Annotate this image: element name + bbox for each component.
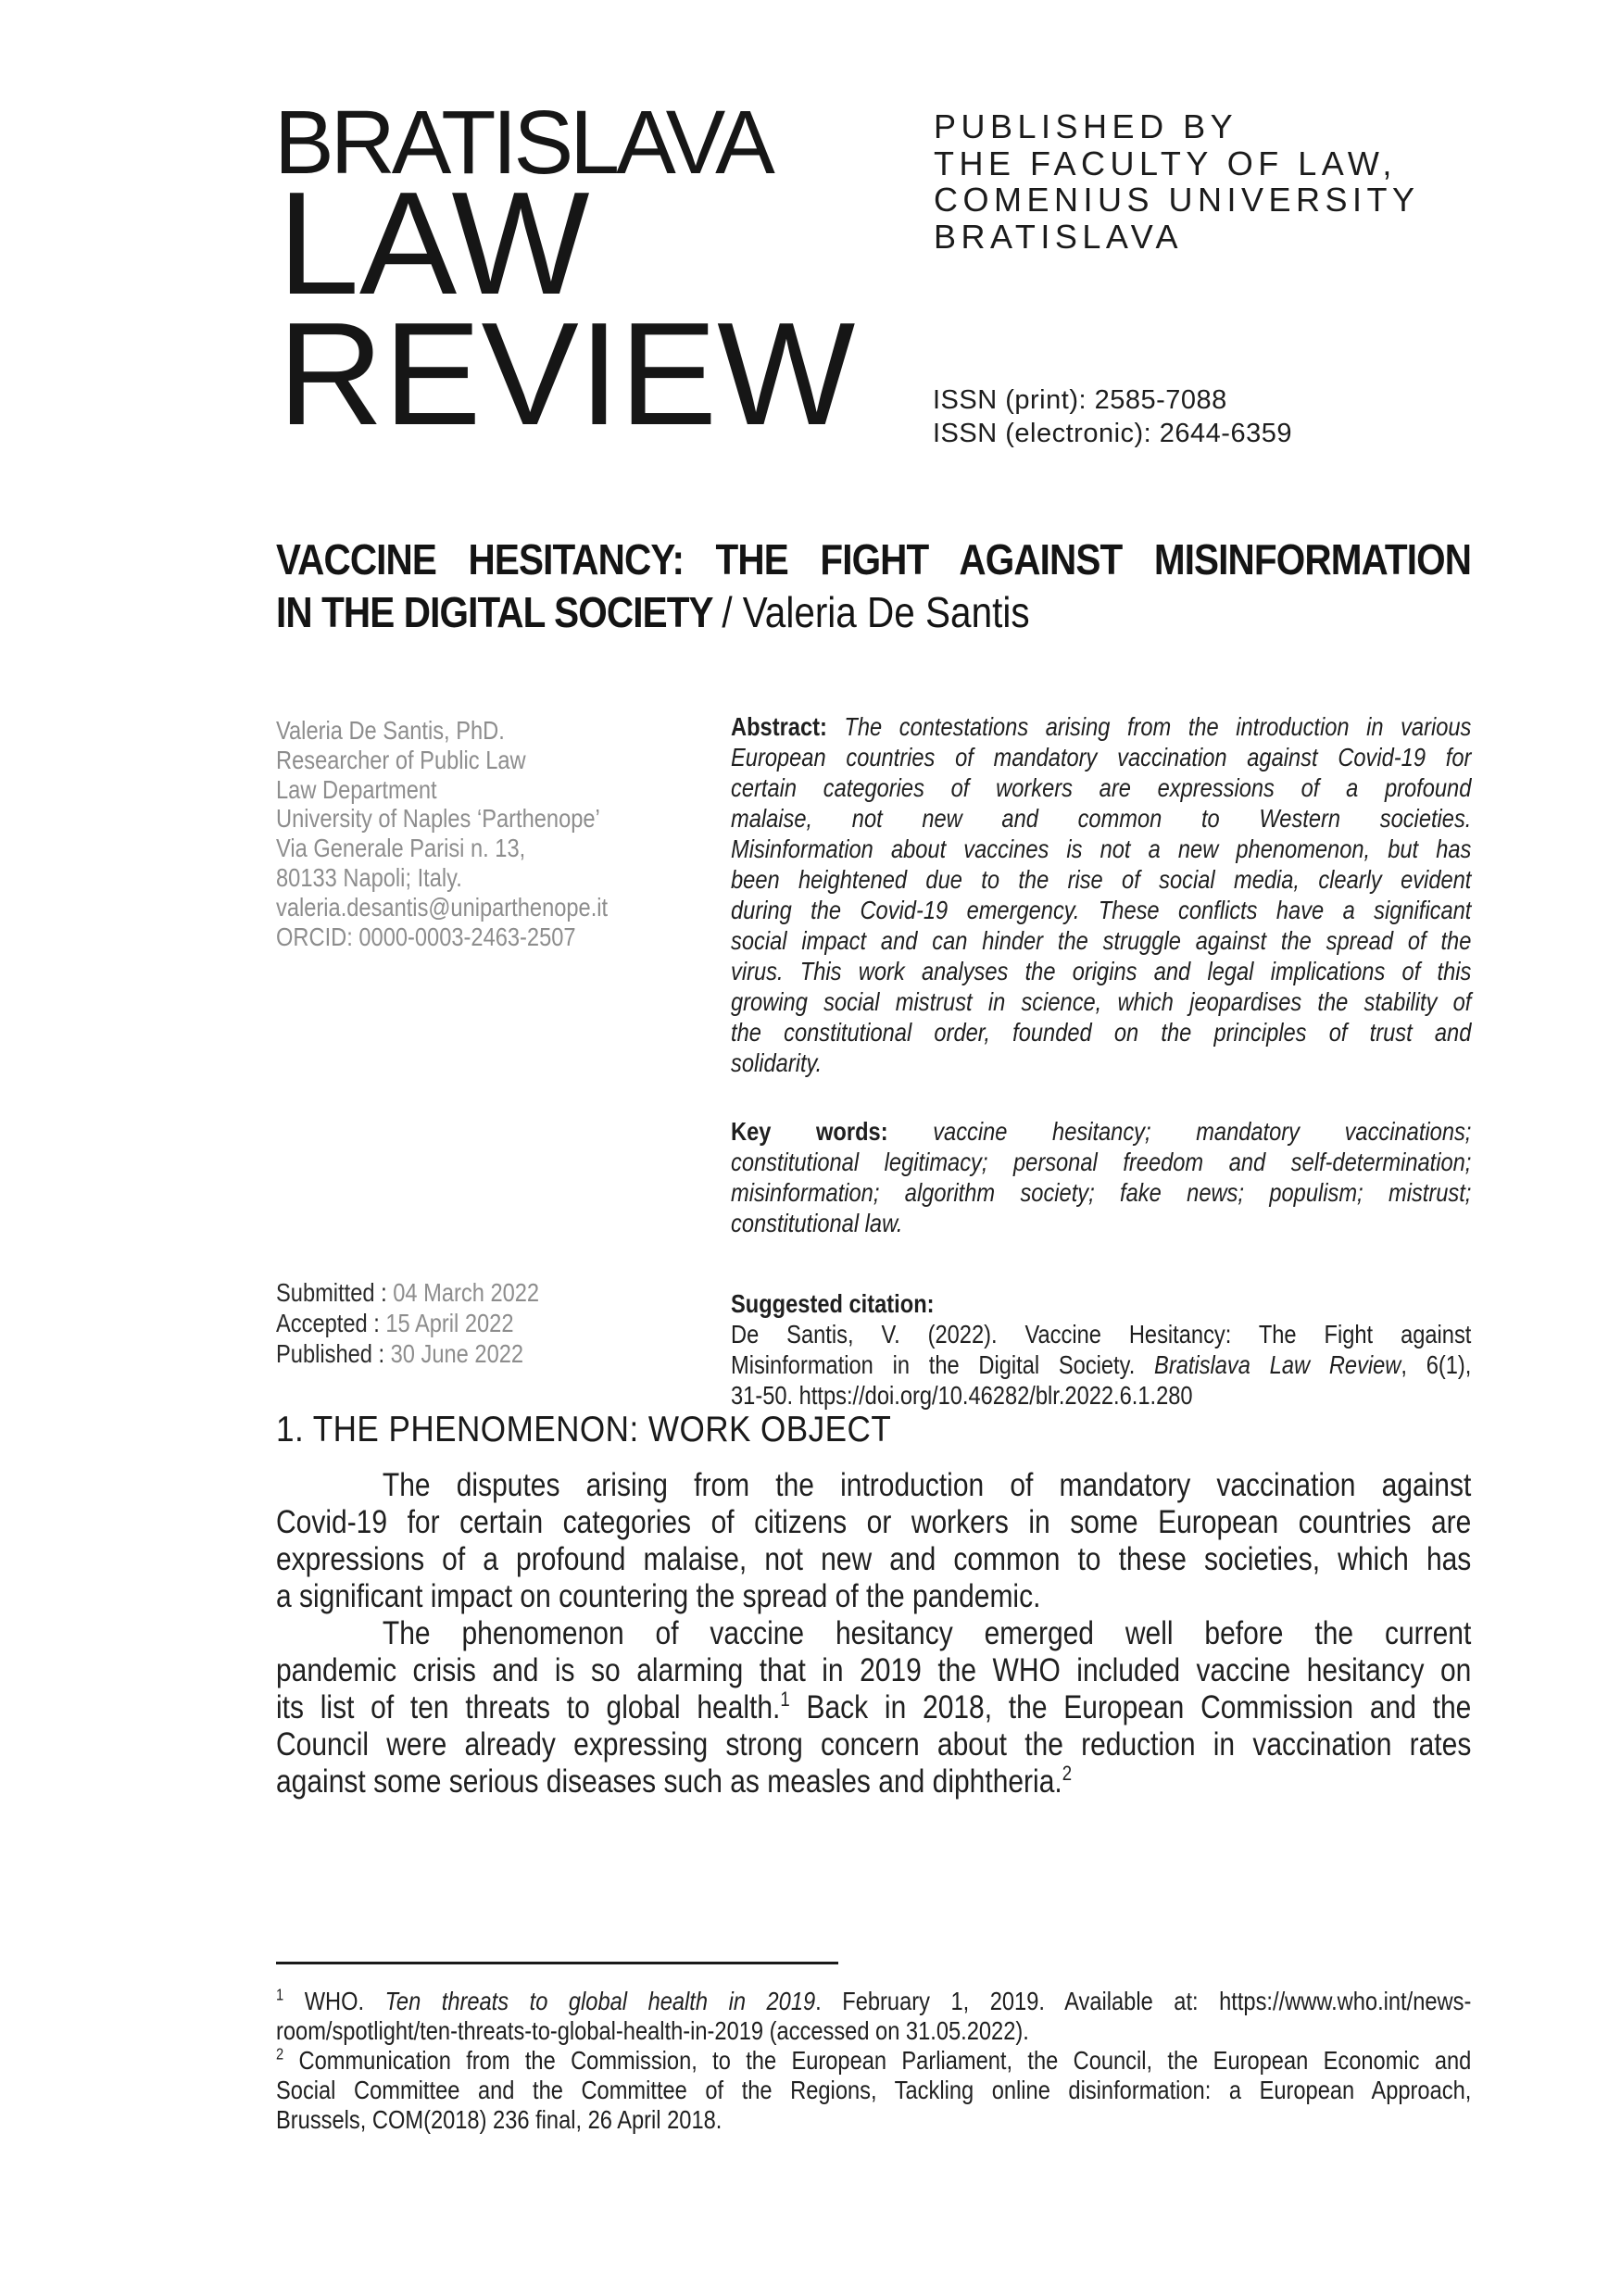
- issn-block: [933, 383, 1292, 450]
- submission-dates-block: Submitted : 04 March 2022 Accepted : 15 April 2022 Published : 30 June 2022: [276, 1278, 540, 1368]
- suggested-citation-block: [731, 1288, 1471, 1411]
- issn-print-line: ISSN (print): 2585-7088: [933, 385, 1227, 415]
- article-title: VACCINE HESITANCY: THE FIGHT AGAINST MISINFORMATION IN THE DIGITAL SOCIETY / Valeria De Santis: [276, 535, 1472, 636]
- keywords-block: Key words: vaccine hesitancy; mandatory vaccinations; constitutional legitimacy; personal freedom and self-determination; misinformation; algorithm society; fake news; populism; mistrust; constitutional law.: [731, 1117, 1472, 1237]
- section-heading: 1. THE PHENOMENON: WORK OBJECT: [276, 1410, 892, 1449]
- abstract-block: Abstract: The contestations arising from the introduction in various European countries of mandatory vaccination against Covid-19 for certain categories of workers are expressions of a profound malaise, not new and common to Western societies. Misinformation about vaccines is not a new phenomenon, but has been heightened due to the rise of social media, clearly evident during the Covid-19 emergency. These conflicts have a significant social impact and can hinder the struggle against the spread of the virus. This work analyses the origins and legal implications of this growing social mistrust in science, which jeopardises the stability of the constitutional order, founded on the principles of trust and solidarity.: [731, 712, 1472, 1077]
- body-paragraph-1: The disputes arising from the introduction of mandatory vaccination against Covid-19 for certain categories of citizens or workers in some European countries are expressions of a profound malaise, not new and common to these societies, which has a significant impact on countering the spread of the pandemic.: [276, 1466, 1472, 1614]
- footnote-separator-rule: [276, 1962, 838, 1964]
- citation-text: De Santis, V. (2022). Vaccine Hesitancy: The Fight against Misinformation in the Digital Society. Bratislava Law Review, 6(1), 31-50. https://doi.org/10.46282/blr.2022.6.1.280: [731, 1320, 1472, 1410]
- journal-logo-line-bratislava: BRATISLAVA: [274, 92, 772, 193]
- journal-logo-line-law: LAW: [278, 162, 590, 325]
- author-affiliation-block: Valeria De Santis, PhD. Researcher of Public Law Law Department University of Naples ‘Parthenope’ Via Generale Parisi n. 13, 80133 Napoli; Italy. valeria.desantis@uniparthenope.it ORCID: 0000-0003-2463-2507: [276, 716, 609, 951]
- body-paragraph-2: The phenomenon of vaccine hesitancy emerged well before the current pandemic crisis and is so alarming that in 2019 the WHO included vaccine hesitancy on its list of ten threats to global health.$^1$ Back in 2018, the European Commission and the Council were already expressing strong concern about the reduction in vaccination rates against some serious diseases such as measles and diphtheria.$^2$: [276, 1614, 1472, 1800]
- issn-electronic-line: ISSN (electronic): 2644-6359: [933, 419, 1292, 448]
- journal-logo-line-review: REVIEW: [278, 293, 856, 456]
- citation-heading: Suggested citation:: [731, 1289, 935, 1318]
- footnotes-block: $^1$ WHO. Ten threats to global health in 2019. February 1, 2019. Available at: https://www.who.int/news- room/spotlight/ten-threats-to-global-health-in-2019 (accessed on 31.05.2022). $^2$ Communication from the Commission, to the European Parliament, the Council, the European Economic and Social Committee and the Committee of the Regions, Tackling online disinformation: a European Approach, Brussels, COM(2018) 236 final, 26 April 2018.: [276, 1985, 1472, 2134]
- publisher-block: PUBLISHED BY THE FACULTY OF LAW, COMENIUS UNIVERSITY BRATISLAVA: [934, 107, 1420, 256]
